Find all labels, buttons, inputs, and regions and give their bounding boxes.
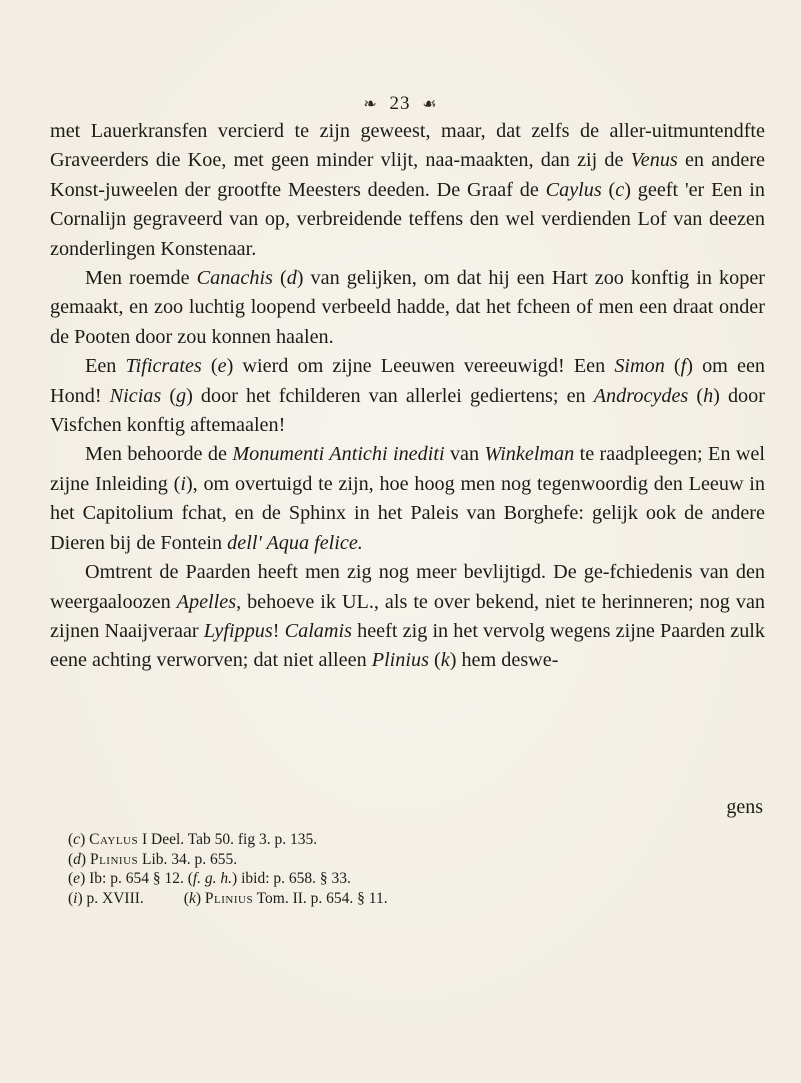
italic-text: e xyxy=(217,355,227,378)
text-run: Een xyxy=(85,355,126,378)
text-run: ( xyxy=(68,831,74,848)
author-name: Plinius xyxy=(204,889,254,907)
text-run: Tom. II. p. 654. § 11. xyxy=(253,889,388,907)
author-name: Plinius xyxy=(89,850,139,868)
text-run: ) xyxy=(80,850,90,868)
text-run: van xyxy=(444,443,485,466)
text-run: I Deel. Tab 50. fig 3. p. 135. xyxy=(138,831,318,848)
text-run: , behoeve ik UL., als te over bekend, niet te herinneren; nog van zijnen Naaijveraar xyxy=(50,590,766,642)
italic-text: k xyxy=(440,649,450,672)
footnote xyxy=(68,889,768,909)
text-run: ( xyxy=(161,384,177,407)
text-run: heeft zig in het vervolg wegens zijne Paarden zulk eene achting verworven; dat niet alleen xyxy=(50,619,765,672)
ornament-left-icon: ❧ xyxy=(363,95,378,113)
text-run: Lib. 34. p. 655. xyxy=(138,850,238,868)
text-run: ( xyxy=(601,178,616,201)
footnote xyxy=(68,850,768,870)
italic-text: dell' Aqua felice. xyxy=(227,531,363,554)
catchword: gens xyxy=(726,796,763,818)
italic-text: Winkelman xyxy=(484,443,575,466)
running-header xyxy=(0,92,801,115)
text-run: ) wierd om zijne Leeuwen vereeuwigd! Een xyxy=(226,355,615,378)
text-run: ( xyxy=(272,267,287,290)
italic-text: i xyxy=(180,472,186,495)
italic-text: Simon xyxy=(614,355,665,378)
italic-text: Canachis xyxy=(196,267,273,290)
text-run: Men behoorde de xyxy=(85,443,233,466)
text-run: ( xyxy=(68,850,74,868)
text-run: ) van gelijken, om dat hij een Hart zoo konftig in koper gemaakt, en zoo luchtig loopend verbeeld hadde, dat het fcheen of men een draat onder de Pooten door zou konnen haalen. xyxy=(50,267,766,348)
italic-text: c xyxy=(615,178,625,201)
author-name: Caylus xyxy=(89,831,139,848)
text-run: ( xyxy=(68,870,74,887)
text-run: ) om een Hond! xyxy=(50,355,765,407)
italic-text: h xyxy=(703,384,714,407)
italic-text: f. g. h. xyxy=(192,870,233,887)
italic-text: d xyxy=(73,850,81,868)
text-run: Men roemde xyxy=(85,267,197,290)
italic-text: Venus xyxy=(630,149,678,172)
paragraph xyxy=(50,117,765,264)
text-run: ), om overtuigd te zijn, hoe hoog men nog tegenwoordig den Leeuw in het Capitolium fchat, en de Sphinx in het Paleis van Borghefe: gelijk ook de andere Dieren bij de Fontein xyxy=(50,472,765,554)
text-run: met Lauerkransfen vercierd te zijn geweest, maar, dat zelfs de aller-uitmuntendfte Graveerders die Koe, met geen minder vlijt, naa-maakten, dan zij de xyxy=(50,120,765,172)
italic-text: Tificrates xyxy=(125,355,202,378)
italic-text: Caylus xyxy=(545,178,602,201)
text-run: ) geeft 'er Een in Cornalijn gegraveerd van op, verbreidende teffens den wel verdienden Lof van deezen zonderlingen Konstenaar. xyxy=(50,178,765,260)
footnote xyxy=(68,830,768,850)
italic-text: g xyxy=(176,384,187,407)
text-run: ! xyxy=(272,619,285,642)
text-run: ) hem deswe- xyxy=(449,649,559,672)
text-run: ( xyxy=(664,355,681,378)
italic-text: Apelles xyxy=(176,590,237,613)
ornament-right-icon: ☙ xyxy=(422,95,438,113)
italic-text: Lyfippus xyxy=(203,619,273,642)
italic-text: Plinius xyxy=(371,649,429,672)
page-number: 23 xyxy=(389,92,411,114)
body-text xyxy=(50,117,765,676)
italic-text: Monumenti Antichi inediti xyxy=(232,443,445,466)
italic-text: i xyxy=(73,889,78,907)
italic-text: c xyxy=(73,831,81,848)
italic-text: Androcydes xyxy=(593,384,689,407)
text-run: te raadpleegen; En wel zijne Inleiding ( xyxy=(50,443,765,495)
paragraph xyxy=(50,352,765,440)
footnotes xyxy=(68,830,768,908)
text-run: ) door het fchilderen van allerlei gediertens; en xyxy=(186,384,594,407)
text-run: ) ibid: p. 658. § 33. xyxy=(232,870,351,887)
paragraph xyxy=(50,440,765,558)
text-run: ( xyxy=(183,889,189,907)
italic-text: f xyxy=(680,355,687,378)
text-run: ) xyxy=(195,889,205,907)
text-run: ) door Visfchen konftig aftemaalen! xyxy=(50,384,765,437)
text-run: ) p. XVIII. xyxy=(77,889,144,907)
italic-text: e xyxy=(73,870,81,887)
italic-text: Nicias xyxy=(109,384,162,407)
text-run: ( xyxy=(68,889,74,907)
footnote xyxy=(68,869,768,889)
italic-text: Calamis xyxy=(284,619,352,642)
text-run: ) xyxy=(80,831,90,848)
paragraph xyxy=(50,264,765,352)
italic-text: k xyxy=(188,889,196,907)
text-run: ( xyxy=(201,355,218,378)
text-run: ) Ib: p. 654 § 12. ( xyxy=(80,870,193,887)
italic-text: d xyxy=(286,267,297,290)
text-run: Omtrent de Paarden heeft men zig nog meer bevlijtigd. De ge-fchiedenis van den weergaaloozen xyxy=(50,561,765,613)
text-run: en andere Konst-juweelen der grootfte Meesters deeden. De Graaf de xyxy=(50,149,765,201)
text-run: ( xyxy=(688,384,704,407)
paragraph xyxy=(50,558,765,676)
text-run: ( xyxy=(428,649,441,672)
